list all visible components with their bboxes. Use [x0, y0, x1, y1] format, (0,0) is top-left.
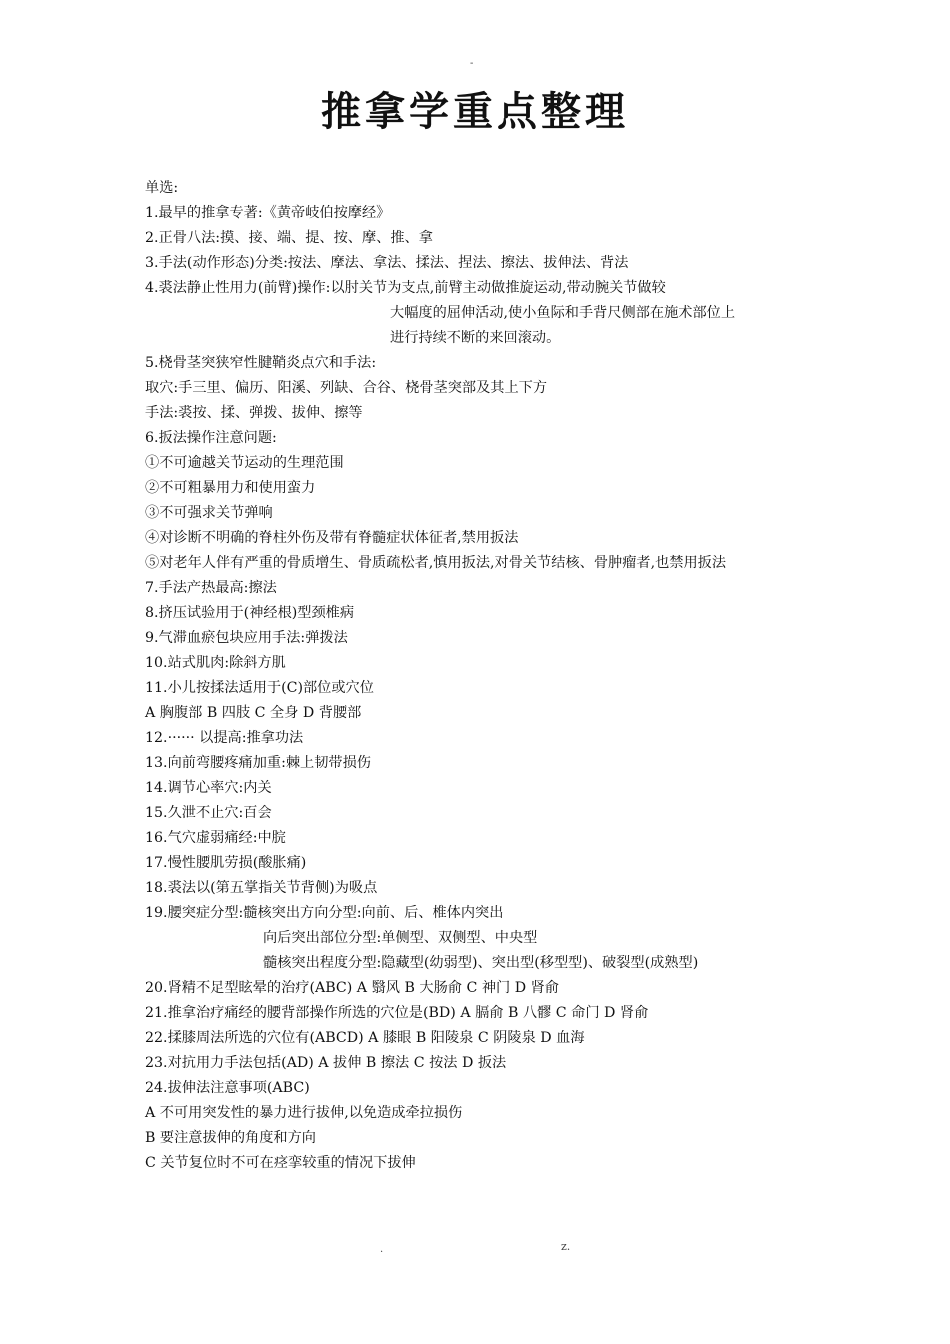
- text-line: 5.桡骨茎突狭窄性腱鞘炎点穴和手法:: [145, 355, 377, 371]
- text-line: 10.站式肌肉:除斜方肌: [145, 655, 286, 671]
- text-line: 22.揉膝周法所选的穴位有(ABCD) A 膝眼 B 阳陵泉 C 阴陵泉 D 血海: [145, 1030, 585, 1046]
- text-line: 4.裘法静止性用力(前臂)操作:以肘关节为支点,前臂主动做推旋运动,带动腕关节做较: [145, 280, 666, 296]
- text-line: 向后突出部位分型:单侧型、双侧型、中央型: [263, 930, 538, 946]
- text-line: 18.裘法以(第五掌指关节背侧)为吸点: [145, 880, 378, 896]
- text-line: ⑤对老年人伴有严重的骨质增生、骨质疏松者,慎用扳法,对骨关节结核、骨肿瘤者,也禁用扳法: [145, 555, 727, 571]
- text-line: A 不可用突发性的暴力进行拔伸,以免造成牵拉损伤: [145, 1105, 463, 1121]
- text-line: 13.向前弯腰疼痛加重:棘上韧带损伤: [145, 755, 371, 771]
- text-line: 24.拔伸法注意事项(ABC): [145, 1080, 310, 1096]
- section-heading: 单选:: [145, 180, 179, 196]
- text-line: 取穴:手三里、偏历、阳溪、列缺、合谷、桡骨茎突部及其上下方: [145, 380, 548, 396]
- text-line: 大幅度的屈伸活动,使小鱼际和手背尺侧部在施术部位上: [390, 305, 736, 321]
- text-line: A 胸腹部 B 四肢 C 全身 D 背腰部: [145, 705, 362, 721]
- text-line: 11.小儿按揉法适用于(C)部位或穴位: [145, 680, 374, 696]
- text-line: ②不可粗暴用力和使用蛮力: [145, 480, 316, 496]
- text-line: 髓核突出程度分型:隐藏型(幼弱型)、突出型(移型型)、破裂型(成熟型): [263, 955, 699, 971]
- text-line: C 关节复位时不可在痉挛较重的情况下拔伸: [145, 1155, 416, 1171]
- text-line: 15.久泄不止穴:百会: [145, 805, 272, 821]
- header-mark: -: [470, 58, 474, 69]
- text-line: 23.对抗用力手法包括(AD) A 拔伸 B 擦法 C 按法 D 扳法: [145, 1055, 507, 1071]
- text-line: 9.气滞血瘀包块应用手法:弹拨法: [145, 630, 348, 646]
- page-title: 推拿学重点整理: [321, 89, 629, 135]
- text-line: 6.扳法操作注意问题:: [145, 430, 277, 446]
- text-line: 19.腰突症分型:髓核突出方向分型:向前、后、椎体内突出: [145, 905, 504, 921]
- text-line: 21.推拿治疗痛经的腰背部操作所选的穴位是(BD) A 膈俞 B 八髎 C 命门 D 肾俞: [145, 1005, 649, 1021]
- text-line: 16.气穴虚弱痛经:中脘: [145, 830, 286, 846]
- text-line: 14.调节心率穴:内关: [145, 780, 272, 796]
- text-line: 1.最早的推拿专著:《黄帝岐伯按摩经》: [145, 205, 391, 221]
- text-line: ③不可强求关节弹响: [145, 505, 273, 521]
- text-line: 进行持续不断的来回滚动。: [390, 330, 561, 346]
- footer-right-mark: z.: [561, 1240, 571, 1253]
- text-line: 8.挤压试验用于(神经根)型颈椎病: [145, 605, 355, 621]
- text-line: 20.肾精不足型眩晕的治疗(ABC) A 翳风 B 大肠俞 C 神门 D 肾俞: [145, 980, 559, 996]
- text-line: 12.······ 以提高:推拿功法: [145, 730, 304, 746]
- footer-left-mark: .: [380, 1244, 384, 1255]
- document-body: [145, 176, 825, 1176]
- text-line: 2.正骨八法:摸、接、端、提、按、摩、推、拿: [145, 230, 433, 246]
- text-line: 17.慢性腰肌劳损(酸胀痛): [145, 855, 307, 871]
- text-line: 7.手法产热最高:擦法: [145, 580, 277, 596]
- text-line: ④对诊断不明确的脊柱外伤及带有脊髓症状体征者,禁用扳法: [145, 530, 519, 546]
- text-line: ①不可逾越关节运动的生理范围: [145, 455, 344, 471]
- text-line: 3.手法(动作形态)分类:按法、摩法、拿法、揉法、捏法、擦法、拔伸法、背法: [145, 255, 629, 271]
- text-line: B 要注意拔伸的角度和方向: [145, 1130, 316, 1146]
- text-line: 手法:裘按、揉、弹拨、拔伸、擦等: [145, 405, 363, 421]
